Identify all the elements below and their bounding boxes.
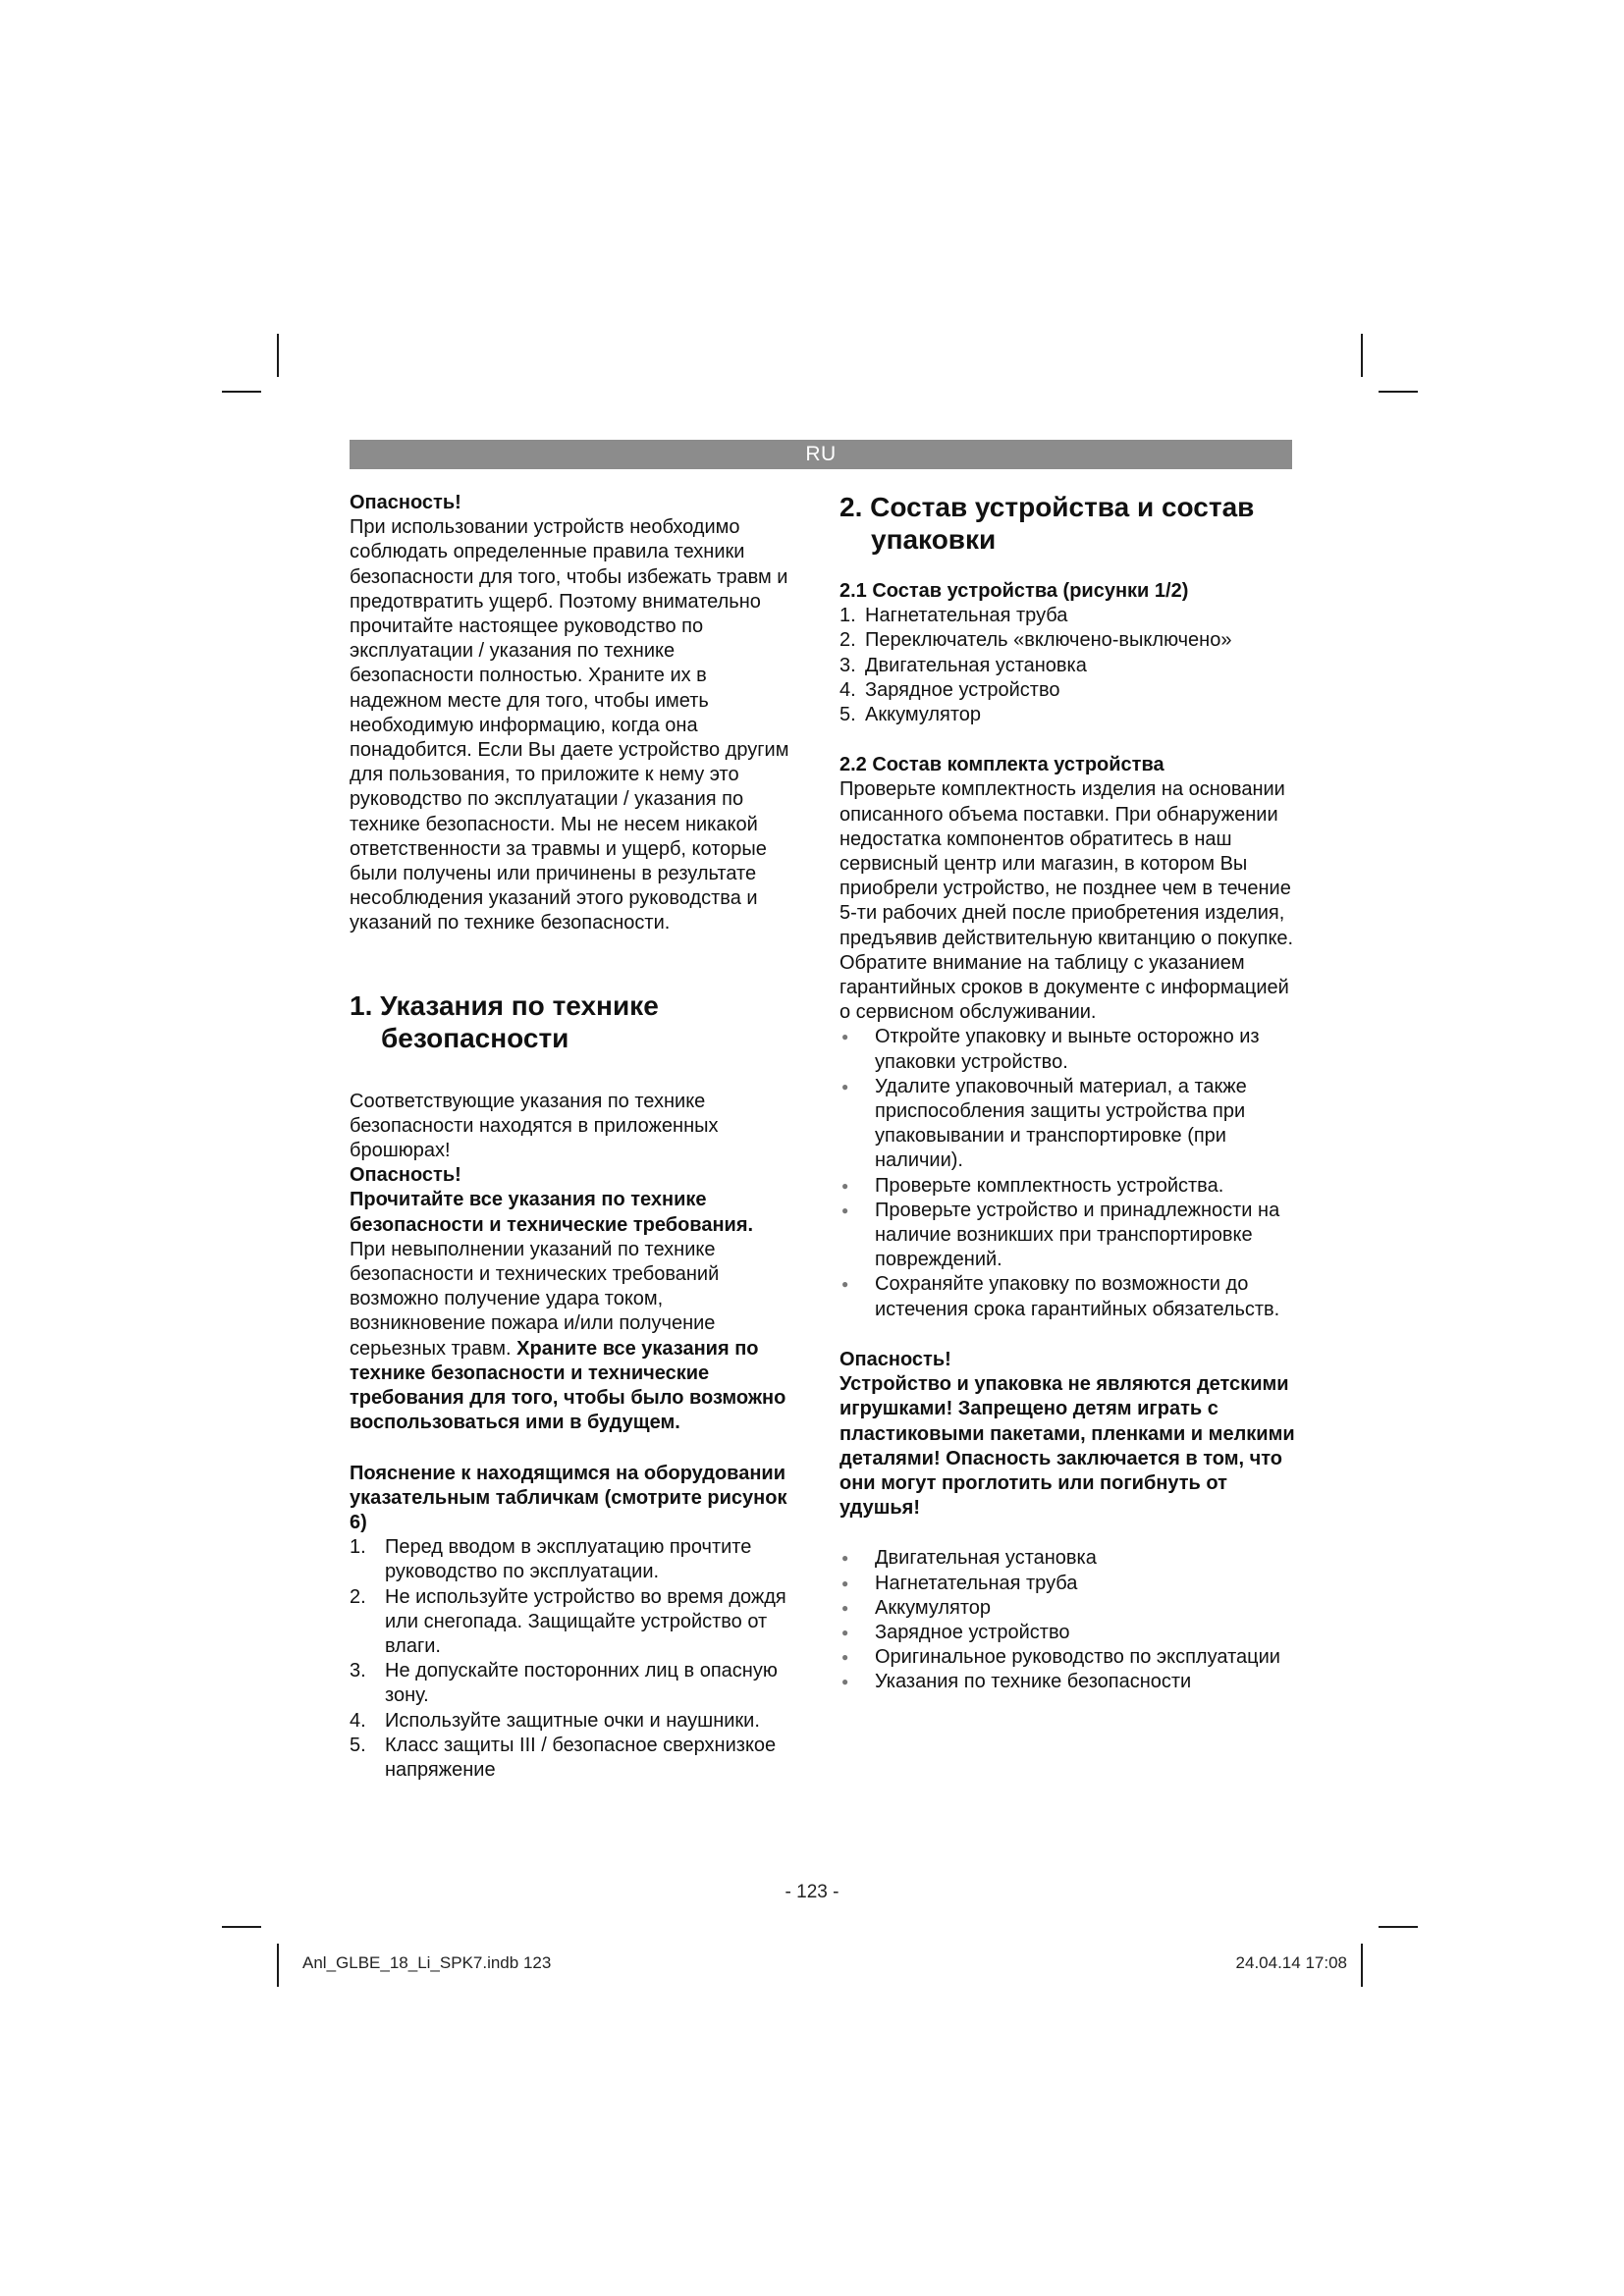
section-2-2-heading: 2.2 Состав комплекта устройства [839, 754, 1164, 776]
list-item-text: Аккумулятор [865, 704, 982, 726]
package-contents-list [839, 1546, 1301, 1694]
list-item [839, 654, 1301, 678]
danger-text-2 [350, 1238, 801, 1436]
list-item [839, 678, 1301, 703]
list-item: ● Проверьте комплектность устройства. [839, 1174, 1301, 1199]
list-item-text: Класс защиты III / безопасное сверхнизкое напряжение [385, 1734, 777, 1781]
left-column [350, 491, 801, 1783]
list-item-text: Зарядное устройство [865, 678, 1060, 701]
list-item-text: Нагнетательная труба [865, 605, 1068, 627]
list-item: ● Зарядное устройство [839, 1621, 1301, 1645]
crop-mark-bottom-right-horizontal [1379, 1926, 1418, 1928]
footer-date-time: 24.04.14 17:08 [1235, 1953, 1347, 1972]
list-item [839, 628, 1301, 653]
list-item-number: 3. [839, 654, 856, 676]
list-item [350, 1734, 801, 1783]
section-2-2-text: Проверьте комплектность изделия на основании описанного объема поставки. При обнаружении недостатка компонентов обратитесь в наш сервисный центр или магазин, в котором Вы приобрели устройство, не позднее чем в течение 5-ти рабочих дней после приобретения изделия, предъявив действительную квитанцию о покупке. Обратите внимание на таблицу с указанием гарантийных сроков в документе с информацией о сервисном обслуживании. [839, 778, 1294, 1024]
list-item: ● Откройте упаковку и выньте осторожно из упаковки устройство. [839, 1025, 1301, 1074]
section-2-1-heading: 2.1 Состав устройства (рисунки 1/2) [839, 580, 1189, 602]
section-1-intro: Соответствующие указания по технике безопасности находятся в приложенных брошюрах! [350, 1090, 719, 1162]
device-parts-list [839, 604, 1301, 727]
footer-file-name: Anl_GLBE_18_Li_SPK7.indb 123 [302, 1953, 552, 1972]
page-number: - 123 - [785, 1882, 839, 1902]
list-item: ● Проверьте устройство и принадлежности на наличие возникших при транспортировке повреждений. [839, 1199, 1301, 1273]
list-item [350, 1585, 801, 1660]
list-item-text: Используйте защитные очки и наушники. [385, 1709, 760, 1732]
list-item-text: Не допускайте посторонних лиц в опасную зону. [385, 1660, 778, 1707]
list-item-number: 5. [350, 1734, 366, 1756]
list-item-number: 4. [350, 1709, 366, 1732]
crop-mark-bottom-right-vertical [1361, 1944, 1363, 1987]
list-item: ● Аккумулятор [839, 1596, 1301, 1621]
list-item-number: 1. [839, 605, 856, 627]
list-item: ● Указания по технике безопасности [839, 1670, 1301, 1694]
danger-text-2-normal: При невыполнении указаний по технике безопасности и технических требований возможно получение удара током, возникновение пожара и/или получение серьезных травм. [350, 1238, 720, 1360]
danger-title-3: Опасность! [839, 1348, 951, 1370]
danger-title-1: Опасность! [350, 492, 461, 513]
list-item-number: 4. [839, 678, 856, 701]
list-item: ● Удалите упаковочный материал, а также приспособления защиты устройства при упаковывании и транспортировке (при наличии). [839, 1075, 1301, 1174]
list-item-number: 3. [350, 1660, 366, 1682]
crop-mark-bottom-left-horizontal [222, 1926, 261, 1928]
list-item-number: 2. [350, 1585, 366, 1608]
crop-mark-top-left-vertical [277, 334, 279, 377]
list-item-number: 1. [350, 1536, 366, 1559]
list-item-number: 5. [839, 704, 856, 726]
signs-list [350, 1535, 801, 1783]
language-bar [350, 440, 1292, 469]
right-column [839, 491, 1301, 1695]
danger-title-2: Опасность! [350, 1164, 461, 1187]
list-item [839, 604, 1301, 628]
list-item: ● Оригинальное руководство по эксплуатации [839, 1645, 1301, 1670]
list-item-text: Переключатель «включено-выключено» [865, 629, 1232, 652]
list-item-text: Перед вводом в эксплуатацию прочтите руководство по эксплуатации. [385, 1536, 752, 1583]
list-item: ● Сохраняйте упаковку по возможности до истечения срока гарантийных обязательств. [839, 1272, 1301, 1321]
crop-mark-top-right-horizontal [1379, 391, 1418, 393]
list-item [350, 1659, 801, 1708]
signs-heading: Пояснение к находящимся на оборудовании указательным табличкам (смотрите рисунок 6) [350, 1462, 787, 1533]
section-2-heading: 2. Состав устройства и состав упаковки [839, 492, 1255, 555]
crop-mark-top-right-vertical [1361, 334, 1363, 377]
danger-text-3: Устройство и упаковка не являются детскими игрушками! Запрещено детям играть с пластиковыми пакетами, пленками и мелкими деталями! Опасность заключается в том, что они могут проглотить или погибнуть от удушья! [839, 1373, 1295, 1520]
list-item [350, 1709, 801, 1734]
list-item-text: Не используйте устройство во время дождя или снегопада. Защищайте устройство от влаги. [385, 1585, 786, 1657]
list-item: ● Двигательная установка [839, 1546, 1301, 1571]
list-item-text: Двигательная установка [865, 654, 1087, 676]
list-item: ● Нагнетательная труба [839, 1572, 1301, 1596]
list-item-number: 2. [839, 629, 856, 652]
crop-mark-bottom-left-vertical [277, 1944, 279, 1987]
danger-text-2-bold: Храните все указания по технике безопасности и технические требования для того, чтобы было возможно воспользоваться ими в будущем. [350, 1337, 786, 1434]
language-label: RU [805, 443, 837, 465]
crop-mark-top-left-horizontal [222, 391, 261, 393]
list-item [350, 1535, 801, 1584]
danger-bold-2: Прочитайте все указания по технике безопасности и технические требования. [350, 1189, 754, 1236]
unpacking-bullets [839, 1025, 1301, 1321]
list-item [839, 703, 1301, 727]
danger-text-1: При использовании устройств необходимо соблюдать определенные правила техники безопасности для того, чтобы избежать травм и предотвратить ущерб. Поэтому внимательно прочитайте настоящее руководство по эксплуатации / указания по технике безопасности полностью. Храните их в надежном месте для того, чтобы иметь необходимую информацию, когда она понадобится. Если Вы даете устройство другим для пользования, то приложите к нему это руководство по эксплуатации / указания по технике безопасности. Мы не несем никакой ответственности за травмы и ущерб, которые были получены или причинены в результате несоблюдения указаний этого руководства и указаний по технике безопасности. [350, 516, 789, 934]
section-1-heading: 1. Указания по технике безопасности [350, 989, 659, 1053]
